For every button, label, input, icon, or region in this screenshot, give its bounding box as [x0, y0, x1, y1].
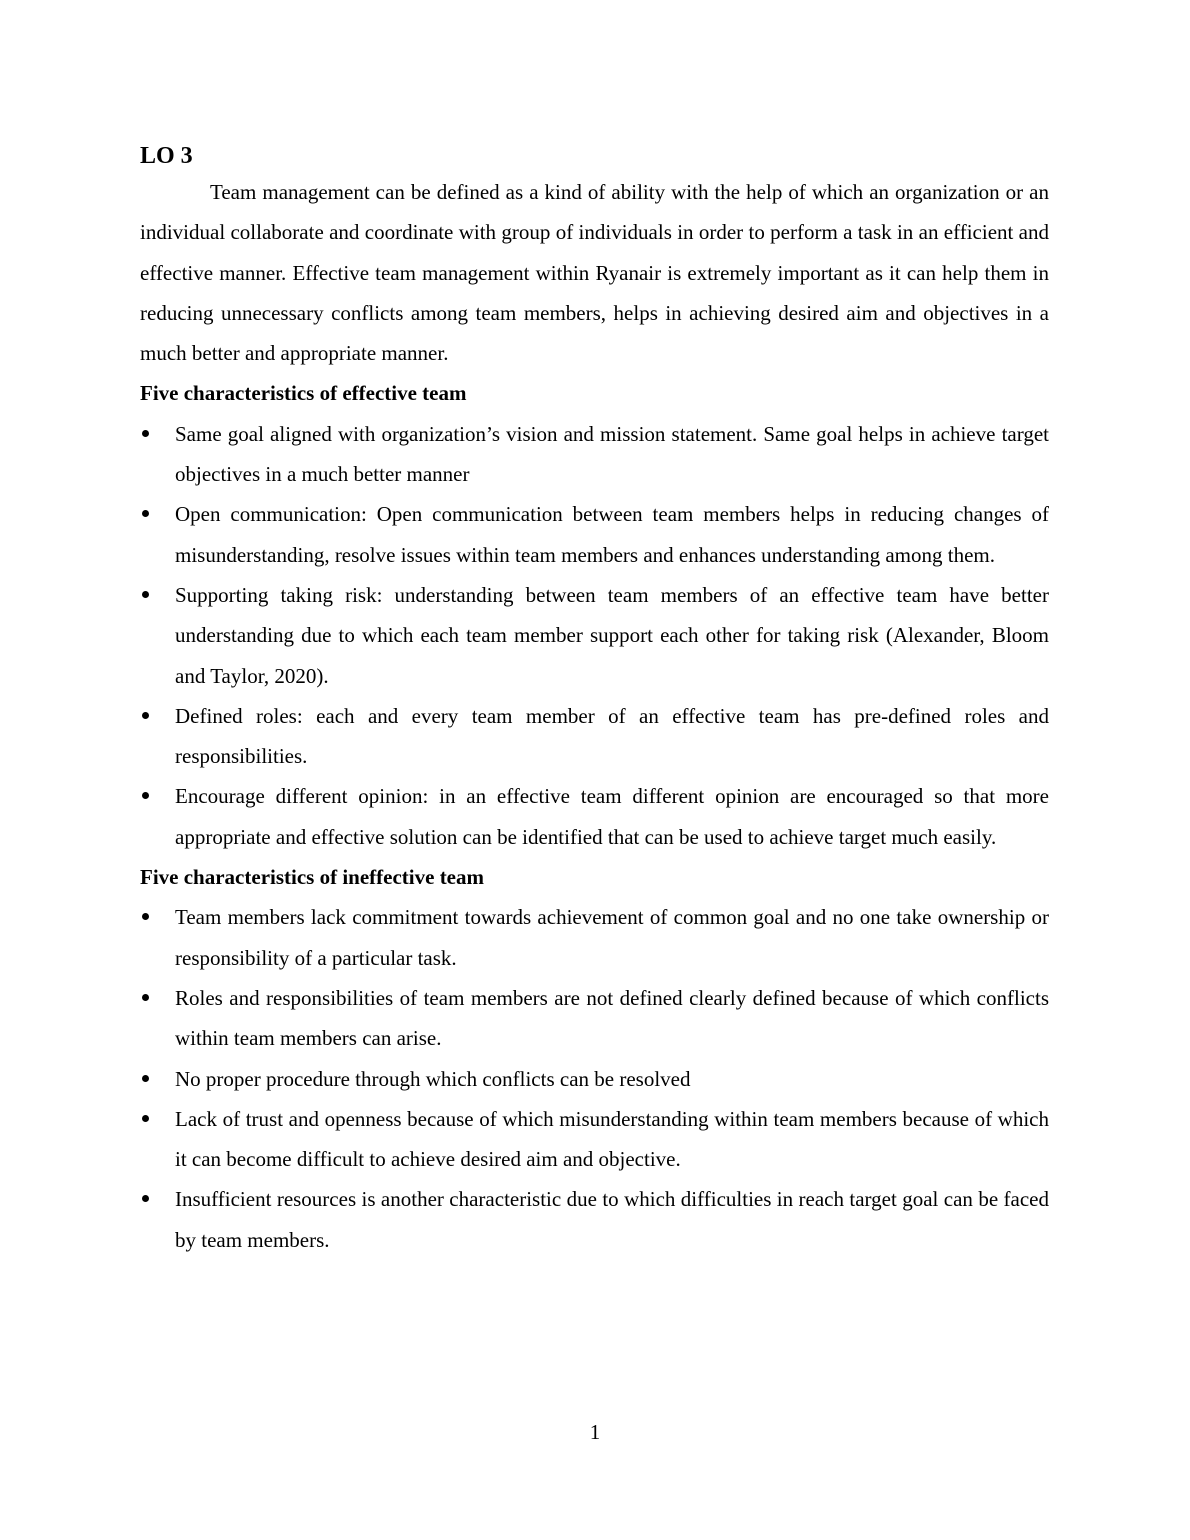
- list-item-text: Same goal aligned with organization’s vision and mission statement. Same goal helps in achieve target objectives in a much better manner: [175, 421, 1049, 487]
- list-item-text: Team members lack commitment towards achievement of common goal and no one take ownership or responsibility of a particular task.: [175, 905, 1049, 970]
- list-item-text: Defined roles: each and every team member of an effective team has pre-defined roles and responsibilities.: [175, 703, 1049, 769]
- list-item: [140, 494, 1049, 575]
- list-item: [140, 696, 1049, 777]
- list-item-text: Roles and responsibilities of team members are not defined clearly defined because of which conflicts within team members can arise.: [175, 985, 1049, 1051]
- bullet-icon: [142, 792, 149, 799]
- bullet-icon: [142, 994, 149, 1001]
- page-number: 1: [589, 1420, 601, 1444]
- bullet-icon: [142, 913, 149, 920]
- list-item: [140, 1099, 1049, 1180]
- list-item: [140, 414, 1049, 495]
- ineffective-characteristics-list: [140, 897, 1049, 1260]
- bullet-icon: [142, 1075, 149, 1082]
- bullet-icon: [142, 712, 149, 719]
- bullet-icon: [142, 1115, 149, 1122]
- intro-paragraph: Team management can be defined as a kind of ability with the help of which an organization or an individual collaborate and coordinate with group of individuals in order to perform a task in an efficient and effective manner. Effective team management within Ryanair is extremely important as it can help them in reducing unnecessary conflicts among team members, helps in achieving desired aim and objectives in a much better and appropriate manner.: [140, 180, 1049, 366]
- list-item-text: Supporting taking risk: understanding between team members of an effective team have better understanding due to which each team member support each other for taking risk (Alexander, Bloom and Taylor, 2020).: [175, 582, 1049, 688]
- list-item: [140, 575, 1049, 696]
- list-item-text: Open communication: Open communication between team members helps in reducing changes of misunderstanding, resolve issues within team members and enhances understanding among them.: [175, 502, 1049, 567]
- list-item-text: No proper procedure through which conflicts can be resolved: [175, 1066, 691, 1091]
- ineffective-section-title: Five characteristics of ineffective team: [140, 865, 484, 890]
- list-item-text: Lack of trust and openness because of which misunderstanding within team members because of which it can become difficult to achieve desired aim and objective.: [175, 1106, 1049, 1172]
- effective-characteristics-list: [140, 414, 1049, 857]
- bullet-icon: [142, 591, 149, 598]
- bullet-icon: [142, 1195, 149, 1202]
- document-page: [140, 140, 1049, 1260]
- bullet-icon: [142, 430, 149, 437]
- list-item: [140, 1179, 1049, 1260]
- list-item: [140, 776, 1049, 857]
- list-item: [140, 978, 1049, 1059]
- list-item: [140, 1059, 1049, 1099]
- list-item: [140, 897, 1049, 978]
- list-item-text: Insufficient resources is another characteristic due to which difficulties in reach target goal can be faced by team members.: [175, 1187, 1049, 1252]
- page-heading: LO 3: [140, 143, 193, 169]
- bullet-icon: [142, 510, 149, 517]
- list-item-text: Encourage different opinion: in an effective team different opinion are encouraged so that more appropriate and effective solution can be identified that can be used to achieve target much easily.: [175, 784, 1049, 849]
- effective-section-title: Five characteristics of effective team: [140, 381, 467, 406]
